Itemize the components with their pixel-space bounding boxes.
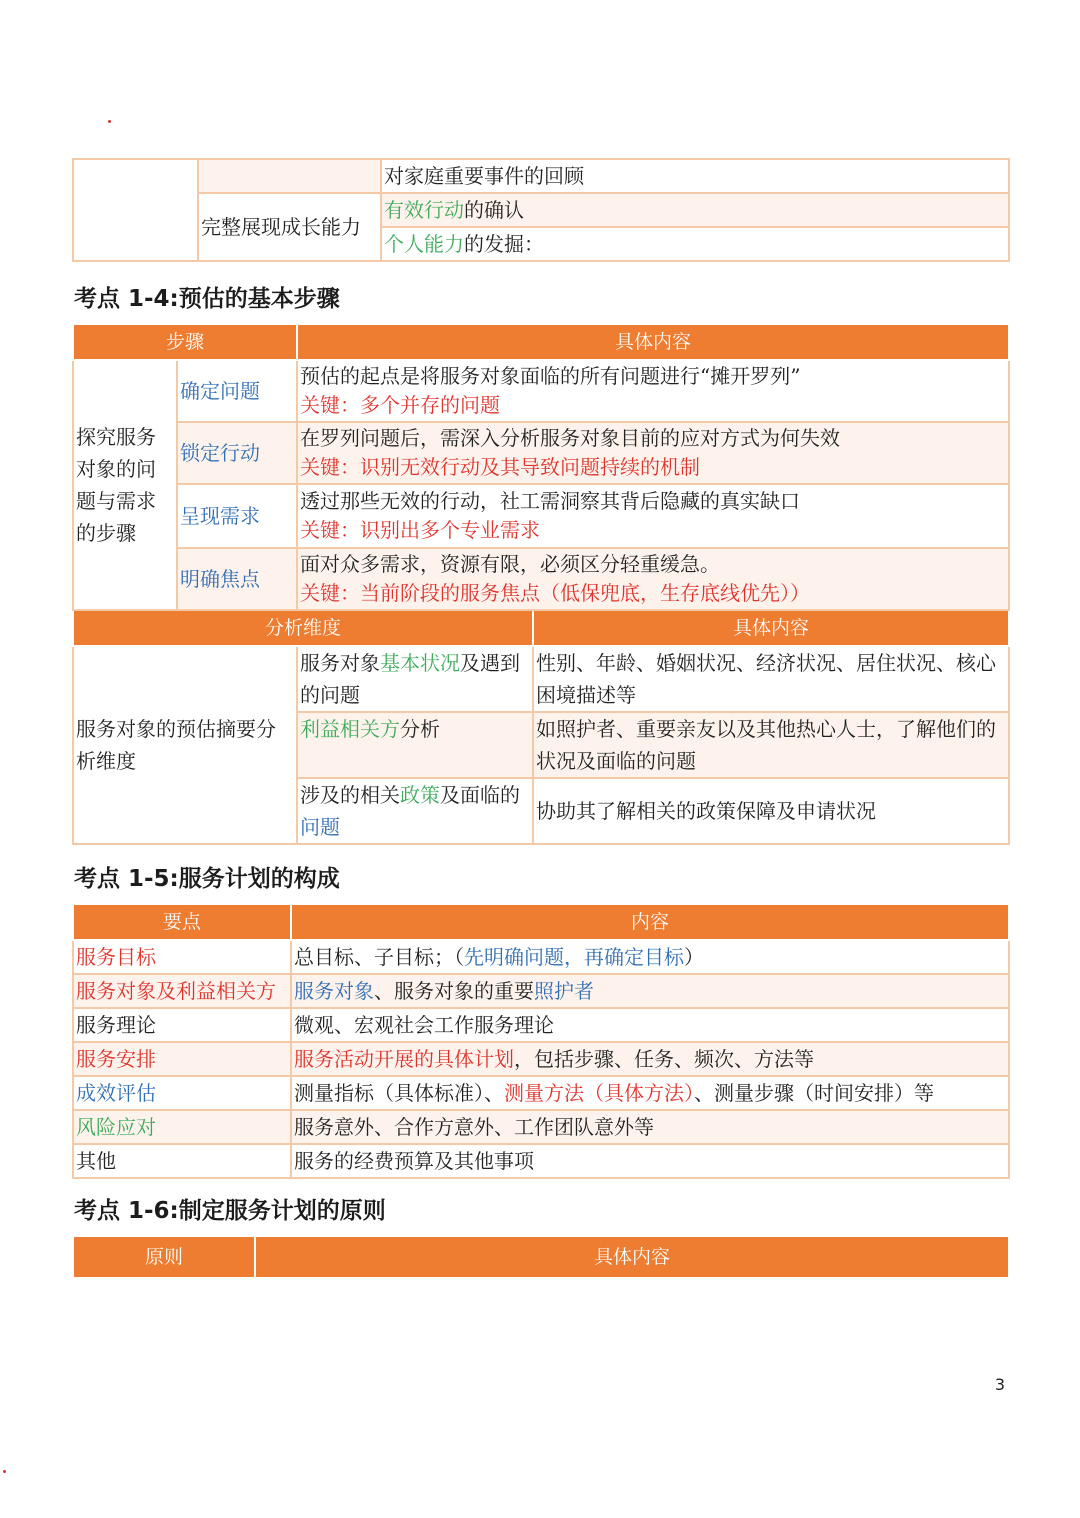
group-label: 探究服务 对象的问 题与需求 的步骤 [73,360,177,610]
plan-point: 服务目标 [73,940,291,974]
page-number: 3 [994,1375,1005,1394]
step-name: 明确焦点 [177,548,297,610]
plan-content: 总目标、子目标；（先明确问题，再确定目标） [291,940,1009,974]
plan-point: 服务对象及利益相关方 [73,974,291,1008]
step-name: 确定问题 [177,360,297,422]
plan-content: 服务的经费预算及其他事项 [291,1144,1009,1178]
header-content: 具体内容 [255,1236,1009,1278]
plan-point: 风险应对 [73,1110,291,1144]
header-dimension: 分析维度 [73,610,533,646]
empty-cell [198,159,381,193]
plan-content: 服务意外、合作方意外、工作团队意外等 [291,1110,1009,1144]
section-title-1-6: 考点 1-6:制定服务计划的原则 [74,1198,386,1224]
step-name: 呈现需求 [177,484,297,548]
table-assessment-steps [72,323,1010,845]
table-cell: 个人能力的发掘： [381,227,1009,261]
dimension-name: 服务对象基本状况及遇到的问题 [297,646,533,712]
header-content: 具体内容 [297,324,1009,360]
stray-mark [3,1470,6,1473]
header-content: 内容 [291,904,1009,940]
stray-mark [108,120,111,123]
header-dimension-content: 具体内容 [533,610,1009,646]
row-label: 完整展现成长能力 [198,193,381,261]
plan-content: 微观、宏观社会工作服务理论 [291,1008,1009,1042]
dimension-content: 协助其了解相关的政策保障及申请状况 [533,778,1009,844]
empty-cell [73,159,198,261]
dimension-name: 利益相关方分析 [297,712,533,778]
table-growth-ability [72,158,1010,262]
header-step: 步骤 [73,324,297,360]
step-content: 面对众多需求，资源有限，必须区分轻重缓急。 关键：当前阶段的服务焦点（低保兜底，生存底线优先）） [297,548,1009,610]
step-name: 锁定行动 [177,422,297,484]
plan-point: 服务理论 [73,1008,291,1042]
section-title-1-5: 考点 1-5:服务计划的构成 [74,866,340,892]
section-title-1-4: 考点 1-4:预估的基本步骤 [74,286,340,312]
plan-content: 服务对象、服务对象的重要照护者 [291,974,1009,1008]
plan-point: 服务安排 [73,1042,291,1076]
plan-point: 成效评估 [73,1076,291,1110]
group2-label: 服务对象的预估摘要分 析维度 [73,646,297,844]
plan-content: 服务活动开展的具体计划，包括步骤、任务、频次、方法等 [291,1042,1009,1076]
header-point: 要点 [73,904,291,940]
header-principle: 原则 [73,1236,255,1278]
step-content: 预估的起点是将服务对象面临的所有问题进行“摊开罗列” 关键：多个并存的问题 [297,360,1009,422]
plan-point: 其他 [73,1144,291,1178]
table-service-plan [72,903,1010,1179]
step-content: 在罗列问题后，需深入分析服务对象目前的应对方式为何失效 关键：识别无效行动及其导致问题持续的机制 [297,422,1009,484]
dimension-name: 涉及的相关政策及面临的问题 [297,778,533,844]
step-content: 透过那些无效的行动，社工需洞察其背后隐藏的真实缺口 关键：识别出多个专业需求 [297,484,1009,548]
dimension-content: 性别、年龄、婚姻状况、经济状况、居住状况、核心困境描述等 [533,646,1009,712]
table-cell: 对家庭重要事件的回顾 [381,159,1009,193]
dimension-content: 如照护者、重要亲友以及其他热心人士，了解他们的状况及面临的问题 [533,712,1009,778]
plan-content: 测量指标（具体标准）、测量方法（具体方法）、测量步骤（时间安排）等 [291,1076,1009,1110]
table-plan-principles [72,1235,1010,1279]
table-cell: 有效行动的确认 [381,193,1009,227]
